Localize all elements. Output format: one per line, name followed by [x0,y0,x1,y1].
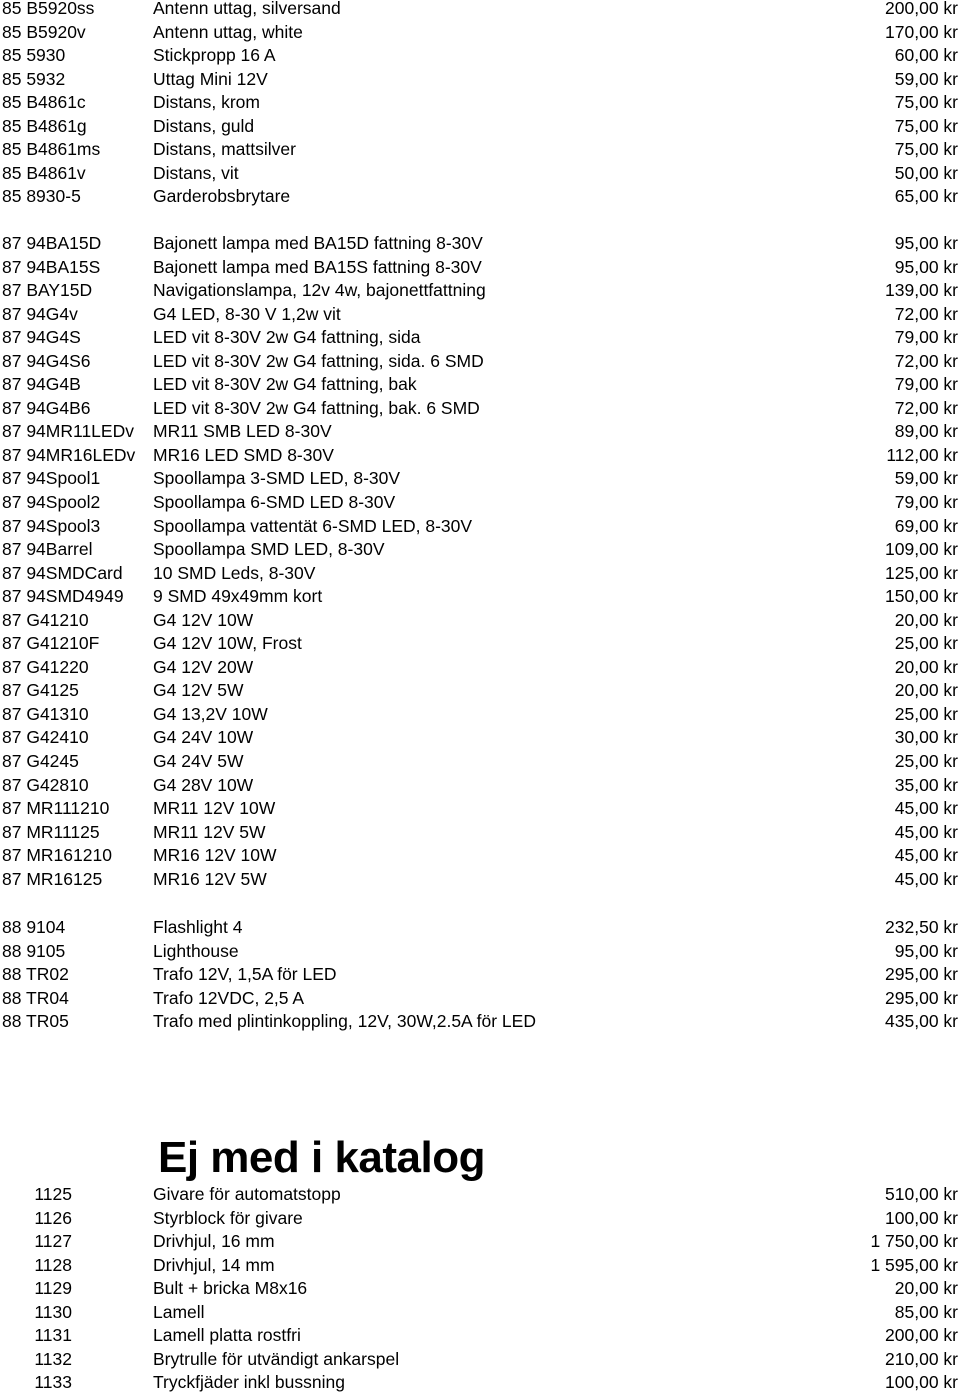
article-number: 87 94G4S6 [2,350,91,371]
price: 72,00 kr [894,397,958,418]
price: 232,50 kr [885,917,958,937]
product-description: LED vit 8-30V 2w G4 fattning, bak. 6 SMD [153,397,480,418]
article-number: 85 B4861v [2,162,86,183]
article-number: 85 B4861ms [2,139,101,160]
product-description: MR11 SMB LED 8-30V [153,421,332,442]
article-number: 87 MR161210 [2,845,112,866]
product-description: Lighthouse [153,940,239,961]
article-number: 87 94Spool3 [2,515,101,536]
product-description: Spoollampa 3-SMD LED, 8-30V [153,468,401,489]
product-description: Distans, guld [153,115,255,136]
article-number: 87 94G4S [2,327,81,348]
price-row [0,562,960,586]
price-row [0,1230,960,1254]
price: 295,00 kr [885,987,958,1008]
product-description: Givare för automatstopp [153,1184,341,1204]
product-description: MR11 12V 10W [153,798,276,819]
price: 95,00 kr [894,233,958,253]
price-row [0,987,960,1011]
price: 109,00 kr [885,539,958,560]
price-row [0,750,960,774]
price-row [0,821,960,845]
product-description: Bajonett lampa med BA15S fattning 8-30V [153,256,482,277]
price: 20,00 kr [894,680,958,701]
product-description: Trafo 12V, 1,5A för LED [153,964,337,985]
article-number: 87 G41220 [2,656,89,677]
price-row [0,256,960,280]
product-description: Tryckfjäder inkl bussning [153,1372,345,1393]
article-number: 87 94MR16LEDv [2,444,136,465]
price-row [0,1301,960,1325]
price: 45,00 kr [894,845,958,866]
price: 435,00 kr [885,1011,958,1032]
product-description: Lamell platta rostfri [153,1325,301,1346]
price-row [0,44,960,68]
article-number: 87 94G4B6 [2,397,91,418]
product-description: Navigationslampa, 12v 4w, bajonettfattning [153,280,486,301]
product-description: MR16 12V 10W [153,845,277,866]
price: 69,00 kr [894,515,958,536]
price: 125,00 kr [885,562,958,583]
article-number: 1130 [34,1301,72,1322]
price: 210,00 kr [885,1348,958,1369]
product-description: G4 12V 10W [153,609,254,630]
article-number: 1131 [34,1325,72,1346]
product-description: LED vit 8-30V 2w G4 fattning, bak [153,374,417,395]
article-number: 85 B5920ss [2,0,95,18]
article-number: 85 B4861c [2,92,86,113]
article-number: 87 MR16125 [2,868,103,889]
article-number: 88 TR02 [2,964,69,985]
price-row [0,868,960,892]
price-row [0,609,960,633]
article-number: 87 G4245 [2,751,79,772]
article-number: 1133 [34,1372,72,1393]
article-number: 88 TR05 [2,1011,69,1032]
article-number: 87 MR11125 [2,821,100,842]
product-description: Styrblock för givare [153,1207,303,1228]
product-description: Garderobsbrytare [153,186,291,207]
price-row [0,797,960,821]
price: 20,00 kr [894,1278,958,1299]
article-number: 85 B4861g [2,115,87,136]
price: 45,00 kr [894,821,958,842]
product-description: MR16 12V 5W [153,868,267,889]
price: 75,00 kr [894,139,958,160]
article-number: 87 94G4B [2,374,81,395]
price: 200,00 kr [885,0,958,18]
section-heading: Ej med i katalog [158,1133,485,1182]
product-description: 10 SMD Leds, 8-30V [153,562,316,583]
product-description: G4 12V 10W, Frost [153,633,302,654]
product-description: G4 28V 10W [153,774,254,795]
price: 25,00 kr [894,751,958,772]
article-number: 87 94SMDCard [2,562,123,583]
article-number: 85 B5920v [2,21,86,42]
price: 100,00 kr [885,1207,958,1228]
price: 35,00 kr [894,774,958,795]
price-row [0,91,960,115]
price: 72,00 kr [894,303,958,324]
article-number: 88 TR04 [2,987,69,1008]
price: 25,00 kr [894,703,958,724]
price-row [0,1371,960,1395]
article-number: 87 94Spool2 [2,492,101,513]
price: 79,00 kr [894,327,958,348]
price: 89,00 kr [894,421,958,442]
price-row [0,1207,960,1231]
product-description: Bult + bricka M8x16 [153,1278,308,1299]
price-row [0,279,960,303]
price: 20,00 kr [894,656,958,677]
price-row [0,326,960,350]
product-description: Antenn uttag, silversand [153,0,341,18]
price: 112,00 kr [886,444,958,465]
price-row [0,916,960,940]
article-number: 87 MR111210 [2,798,110,819]
article-number: 1127 [34,1231,72,1252]
price-row [0,963,960,987]
price-row [0,185,960,209]
product-description: Distans, mattsilver [153,139,296,160]
product-description: MR16 LED SMD 8-30V [153,444,334,465]
price-row [0,774,960,798]
price: 72,00 kr [894,350,958,371]
price: 20,00 kr [894,609,958,630]
article-number: 87 G42410 [2,727,89,748]
product-description: G4 LED, 8-30 V 1,2w vit [153,303,341,324]
price: 150,00 kr [885,586,958,607]
price: 60,00 kr [894,45,958,66]
price-row [0,726,960,750]
price: 200,00 kr [885,1325,958,1346]
price: 59,00 kr [894,468,958,489]
product-description: Drivhjul, 16 mm [153,1231,275,1252]
price: 75,00 kr [894,92,958,113]
price-row [0,68,960,92]
price: 95,00 kr [894,940,958,961]
price-row [0,444,960,468]
product-description: Trafo 12VDC, 2,5 A [153,987,305,1008]
article-number: 87 94SMD4949 [2,586,124,607]
product-description: Stickpropp 16 A [153,45,276,66]
product-description: G4 24V 5W [153,751,244,772]
price-row [0,420,960,444]
price-row [0,0,960,21]
price-row [0,373,960,397]
price-list-group-85 [0,0,960,209]
article-number: 87 BAY15D [2,280,93,301]
product-description: MR11 12V 5W [153,821,266,842]
product-description: Lamell [153,1301,205,1322]
article-number: 1125 [34,1184,72,1204]
price: 295,00 kr [885,964,958,985]
article-number: 87 G41210 [2,609,89,630]
price-row [0,940,960,964]
product-description: G4 13,2V 10W [153,703,268,724]
price: 50,00 kr [894,162,958,183]
price: 65,00 kr [894,186,958,207]
price-row [0,21,960,45]
article-number: 87 94BA15S [2,256,101,277]
price: 100,00 kr [885,1372,958,1393]
product-description: Brytrulle för utvändigt ankarspel [153,1348,400,1369]
product-description: G4 12V 5W [153,680,244,701]
price-list-group-88 [0,916,960,1034]
price-row [0,232,960,256]
price-row [0,1010,960,1034]
article-number: 85 5932 [2,68,66,89]
article-number: 1126 [34,1207,72,1228]
product-description: Antenn uttag, white [153,21,303,42]
price: 79,00 kr [894,492,958,513]
not-in-catalog-list [0,1183,960,1395]
article-number: 1129 [34,1278,72,1299]
price: 1 595,00 kr [870,1254,958,1275]
product-description: Spoollampa vattentät 6-SMD LED, 8-30V [153,515,473,536]
product-description: Spoollampa 6-SMD LED 8-30V [153,492,396,513]
price-row [0,844,960,868]
price-row [0,303,960,327]
price-list-group-87 [0,232,960,891]
price-row [0,1324,960,1348]
product-description: G4 12V 20W [153,656,254,677]
article-number: 88 9104 [2,917,66,937]
article-number: 87 G42810 [2,774,89,795]
price-row [0,656,960,680]
article-number: 85 5930 [2,45,66,66]
price-row [0,632,960,656]
price-row [0,138,960,162]
price: 510,00 kr [885,1184,958,1204]
price: 85,00 kr [894,1301,958,1322]
price-row [0,1183,960,1207]
product-description: G4 24V 10W [153,727,254,748]
article-number: 88 9105 [2,940,66,961]
price: 45,00 kr [894,868,958,889]
price: 45,00 kr [894,798,958,819]
price: 1 750,00 kr [870,1231,958,1252]
article-number: 87 94BA15D [2,233,102,253]
price-row [0,397,960,421]
price-row [0,585,960,609]
price-row [0,538,960,562]
price: 25,00 kr [894,633,958,654]
price-row [0,467,960,491]
product-description: Uttag Mini 12V [153,68,268,89]
product-description: Distans, vit [153,162,239,183]
product-description: Distans, krom [153,92,260,113]
price-row [0,515,960,539]
price: 75,00 kr [894,115,958,136]
price-row [0,679,960,703]
product-description: Flashlight 4 [153,917,243,937]
price-row [0,115,960,139]
article-number: 87 G4125 [2,680,79,701]
price: 95,00 kr [894,256,958,277]
price: 170,00 kr [885,21,958,42]
product-description: Spoollampa SMD LED, 8-30V [153,539,385,560]
price: 79,00 kr [894,374,958,395]
article-number: 87 94MR11LEDv [2,421,134,442]
price-row [0,162,960,186]
price-row [0,703,960,727]
price-row [0,1254,960,1278]
article-number: 87 94Spool1 [2,468,101,489]
product-description: Trafo med plintinkoppling, 12V, 30W,2.5A för LED [153,1011,536,1032]
price-row [0,350,960,374]
article-number: 87 94Barrel [2,539,93,560]
price-row [0,1348,960,1372]
article-number: 87 G41310 [2,703,89,724]
price: 30,00 kr [894,727,958,748]
price: 139,00 kr [885,280,958,301]
article-number: 87 94G4v [2,303,78,324]
article-number: 85 8930-5 [2,186,81,207]
product-description: LED vit 8-30V 2w G4 fattning, sida. 6 SMD [153,350,484,371]
product-description: 9 SMD 49x49mm kort [153,586,323,607]
product-description: LED vit 8-30V 2w G4 fattning, sida [153,327,421,348]
article-number: 1128 [34,1254,72,1275]
price-row [0,491,960,515]
article-number: 87 G41210F [2,633,100,654]
article-number: 1132 [34,1348,72,1369]
price-row [0,1277,960,1301]
product-description: Bajonett lampa med BA15D fattning 8-30V [153,233,483,253]
product-description: Drivhjul, 14 mm [153,1254,275,1275]
price: 59,00 kr [894,68,958,89]
